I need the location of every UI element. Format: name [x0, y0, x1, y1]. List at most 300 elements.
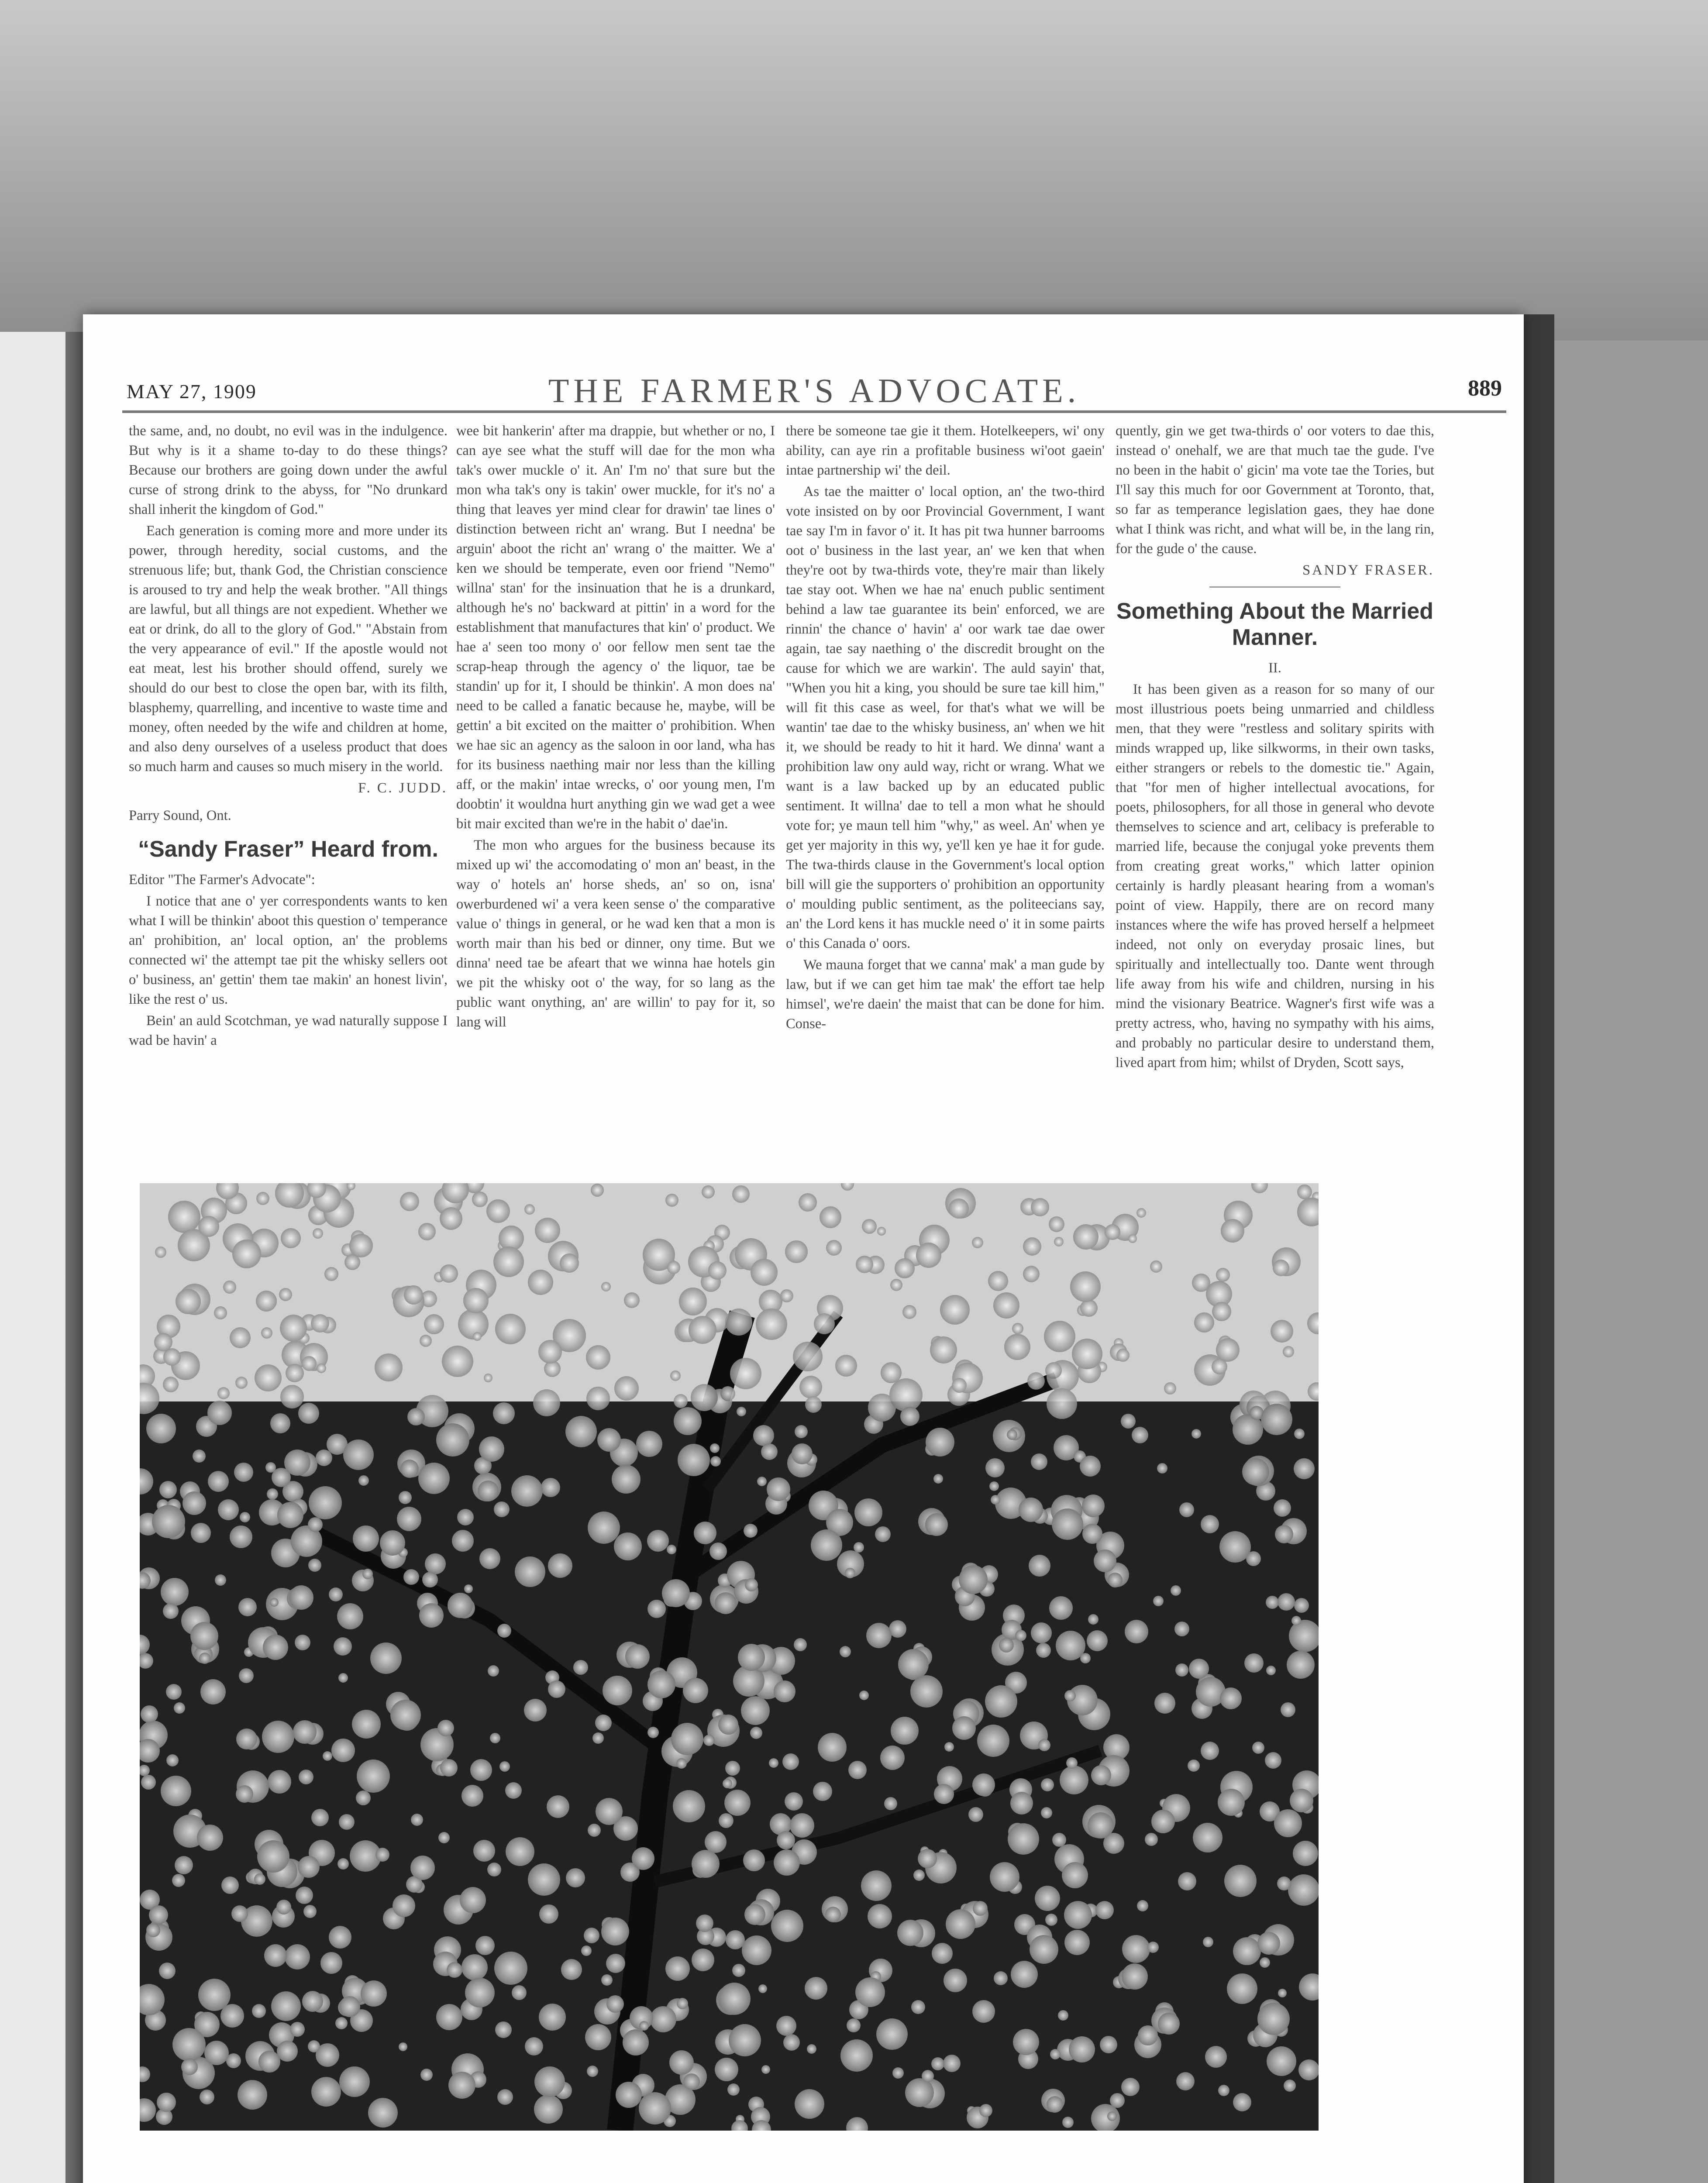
blossom-mark — [1174, 1622, 1189, 1636]
blossom-mark — [1293, 1841, 1318, 1866]
blossom-mark — [848, 1761, 867, 1779]
blossom-mark — [311, 1809, 329, 1826]
blossom-mark — [298, 1856, 320, 1878]
blossom-mark — [691, 1384, 718, 1411]
blossom-mark — [1288, 1874, 1319, 1906]
blossom-mark — [505, 1782, 522, 1799]
blossom-mark — [271, 1991, 301, 2021]
blossom-mark — [1010, 1792, 1033, 1815]
blossom-mark — [689, 1316, 716, 1344]
blossom-mark — [424, 1314, 444, 1334]
blossom-mark — [897, 1920, 923, 1946]
blossom-mark — [1082, 1494, 1105, 1517]
blossom-mark — [785, 1792, 803, 1811]
blossom-mark — [231, 1905, 248, 1922]
blossom-mark — [464, 1584, 473, 1593]
blossom-mark — [745, 1578, 758, 1591]
blossom-mark — [931, 2057, 944, 2070]
blossom-mark — [493, 1246, 524, 1277]
blossom-mark — [1233, 2093, 1251, 2111]
blossom-mark — [625, 1644, 650, 1669]
blossom-mark — [703, 1735, 715, 1746]
blossom-mark — [1233, 1937, 1261, 1965]
blossom-mark — [811, 1529, 842, 1561]
blossom-mark — [662, 1579, 690, 1607]
apple-blossom-photo — [140, 1183, 1319, 2131]
blossom-mark — [725, 1308, 752, 1336]
blossom-mark — [270, 1598, 279, 1607]
blossom-mark — [1100, 2036, 1117, 2053]
blossom-mark — [524, 1699, 547, 1722]
blossom-mark — [913, 1870, 925, 1881]
blossom-mark — [876, 2018, 908, 2050]
blossom-mark — [397, 1507, 421, 1531]
blossom-mark — [329, 1587, 343, 1601]
blossom-mark — [334, 1637, 352, 1656]
blossom-mark — [440, 1759, 458, 1777]
blossom-mark — [826, 1240, 842, 1256]
blossom-mark — [999, 1638, 1014, 1653]
blossom-mark — [795, 1425, 808, 1438]
blossom-mark — [725, 1761, 740, 1776]
blossom-mark — [723, 1779, 732, 1788]
blossom-mark — [1266, 1666, 1276, 1675]
blossom-mark — [665, 1956, 690, 1981]
blossom-mark — [601, 1974, 613, 1986]
blossom-mark — [1070, 1271, 1101, 1302]
blossom-mark — [758, 1984, 767, 1993]
blossom-mark — [720, 1386, 735, 1401]
blossom-mark — [670, 1370, 681, 1381]
blossom-mark — [1137, 1900, 1148, 1911]
blossom-mark — [239, 1668, 254, 1683]
blossom-mark — [818, 1733, 847, 1762]
blossom-mark — [647, 1727, 659, 1738]
blossom-mark — [1052, 1508, 1083, 1540]
blossom-mark — [161, 1578, 189, 1606]
blossom-mark — [163, 1377, 179, 1392]
blossom-mark — [166, 1684, 182, 1700]
blossom-mark — [560, 1253, 579, 1273]
blossom-mark — [1291, 1616, 1301, 1625]
blossom-mark — [683, 2073, 700, 2090]
blossom-mark — [1062, 2117, 1074, 2128]
blossom-mark — [1069, 2036, 1095, 2062]
blossom-mark — [1150, 1260, 1162, 1273]
blossom-mark — [308, 1517, 323, 1532]
blossom-mark — [223, 1281, 236, 1294]
blossom-mark — [946, 1909, 975, 1939]
blossom-mark — [944, 1742, 954, 1752]
blossom-mark — [284, 1450, 310, 1476]
blossom-mark — [1201, 1515, 1219, 1533]
blossom-mark — [891, 1717, 919, 1745]
blossom-mark — [639, 2092, 671, 2124]
blossom-mark — [335, 2017, 348, 2029]
column-2 — [456, 421, 775, 1034]
blossom-mark — [198, 1216, 219, 1237]
blossom-mark — [533, 1389, 560, 1416]
blossom-mark — [358, 1475, 369, 1486]
blossom-mark — [280, 1385, 304, 1408]
blossom-mark — [280, 1315, 307, 1342]
blossom-mark — [603, 1676, 632, 1705]
blossom-mark — [1261, 1404, 1292, 1435]
blossom-mark — [232, 1240, 261, 1268]
letter-place: Parry Sound, Ont. — [129, 808, 231, 823]
blossom-mark — [494, 1501, 510, 1517]
blossom-mark — [311, 1314, 329, 1333]
blossom-mark — [1058, 2010, 1068, 2021]
paragraph: there be someone tae gie it them. Hotelkeepers, wi' ony ability, can aye rin a profitable business wi'oot gaein' intae partnership wi' the deil. — [786, 423, 1105, 478]
blossom-mark — [1257, 1932, 1280, 1955]
blossom-mark — [168, 1201, 200, 1233]
blossom-mark — [708, 1261, 727, 1280]
blossom-mark — [650, 2006, 676, 2032]
blossom-mark — [400, 1460, 419, 1478]
blossom-mark — [240, 1512, 250, 1522]
blossom-mark — [1178, 1872, 1196, 1890]
blossom-mark — [813, 1782, 832, 1801]
blossom-mark — [200, 2090, 214, 2104]
blossom-mark — [289, 1585, 313, 1610]
blossom-mark — [679, 1288, 707, 1315]
blossom-mark — [795, 2089, 824, 2119]
blossom-mark — [667, 1545, 676, 1554]
blossom-mark — [149, 1905, 168, 1925]
blossom-mark — [1036, 1643, 1051, 1658]
blossom-mark — [349, 1234, 373, 1257]
blossom-mark — [473, 1840, 495, 1862]
blossom-mark — [990, 1862, 1019, 1892]
blossom-mark — [281, 1228, 301, 1248]
blossom-mark — [952, 1716, 976, 1740]
blossom-mark — [1281, 1702, 1295, 1717]
blossom-mark — [217, 1387, 230, 1399]
blossom-mark — [161, 1776, 191, 1806]
blossom-mark — [744, 1524, 758, 1538]
blossom-mark — [884, 1797, 897, 1810]
blossom-mark — [400, 1192, 419, 1211]
blossom-mark — [805, 1396, 822, 1413]
blossom-mark — [847, 2018, 861, 2032]
blossom-mark — [1274, 1809, 1302, 1837]
blossom-mark — [1035, 1886, 1060, 1911]
paragraph: wee bit hankerin' after ma drappie, but whether or no, I can aye see what the stuff will dae for the mon wha tak's ower muckle o' it. An' I'm no' that sure but the mon wha tak's ony is takin' ower muckle, for it's no' a thing that leaves yer mind clear for drawin' tae lines o' distinction between richt an' wrang. But I needna' be arguin' aboot the richt an' wrang o' the maitter. We a' ken we should be temperate, even oor friend "Nemo" willna' stan' for the insinuation that he is a drunkard, although he's no' backward at pittin' in a word for the establishment that manufactures that kin' o' product. We hae a' seen too mony o' oor fellow men sent tae the scrap-heap through the agency o' the liquor, tae be standin' up for it, I should be thinkin'. A mon does na' need to be called a fanatic because he, maybe, will be gettin' a bit excited on the maitter o' prohibition. When we hae sic an agency as the saloon in oor land, wha has for its business naething mair nor less than the killing aff, or the makin' intae wrecks, o' oor young men, I'm doobtin' it wouldna hurt anything gin we wad get a wee bit mair excited than we're in the habit o' dae'in. — [456, 423, 775, 832]
blossom-mark — [979, 2104, 992, 2117]
blossom-mark — [1257, 2003, 1290, 2035]
blossom-mark — [916, 1243, 941, 1268]
blossom-mark — [146, 1414, 176, 1443]
blossom-mark — [861, 1870, 892, 1901]
blossom-mark — [436, 2004, 462, 2030]
paragraph: I notice that ane o' yer correspondents wants to ken what I will be thinkin' aboot this question o' temperance an' prohibition, an' local option, an' the problems connected wi' the attempt tae pit the whisky sellers oot o' business, an' gettin' them tae makin' an honest livin', like the rest o' us. — [129, 893, 448, 1007]
blossom-mark — [191, 1523, 211, 1543]
blossom-mark — [497, 1624, 511, 1638]
blossom-mark — [794, 1638, 807, 1651]
blossom-mark — [299, 1770, 313, 1784]
blossom-mark — [535, 1218, 560, 1243]
paragraph: As tae the maitter o' local option, an' the two-third vote insisted on by oor Provincial Government, I want tae say I'm in favor o' it. It has pit twa hunner barrooms oot o' business in the last year, an' we ken that when they're oot by twa-thirds vote, they're mair than likely tae stay oot. When we hae na' enuch public sentiment behind a law tae guarantee its bein' enforced, we are rinnin' the chance o' havin' a' oor wark tae dae ower again, tae say naething o' the discredit brought on the cause for which we are warkin'. The auld sayin' that, "When you hit a king, you should be sure tae kill him," will fit this case as weel, for that's what we will be wantin' tae dae to the whisky business, an' when we hit it, we should be ready to hit it hard. We dinna' want a prohibition law ony auld way, richt or wrang. What we want is a law backed up by an educated public sentiment. It willna' dae to tell a mon what he should vote for; ye maun tell him "why," as weel. An' when ye get yer majority in this wy, ye'll ken ye hae it for gude. The twa-thirds clause in the Government's local option bill will gie the supporters o' prohibition an opportunity o' moulding public sentiment, as the politeecians say, an' the Lord kens it has muckle need o' it in some pairts o' this Canada o' oors. — [786, 484, 1105, 951]
blossom-mark — [460, 1887, 486, 1913]
blossom-mark — [732, 1185, 750, 1203]
blossom-mark — [677, 1998, 688, 2009]
blossom-mark — [584, 1928, 599, 1943]
blossom-mark — [157, 2093, 176, 2112]
blossom-mark — [1047, 2096, 1063, 2113]
blossom-mark — [375, 1848, 389, 1862]
blossom-mark — [623, 2029, 649, 2056]
blossom-mark — [889, 1378, 923, 1412]
blossom-mark — [1125, 1620, 1148, 1643]
blossom-mark — [452, 1530, 474, 1552]
paragraph: Bein' an auld Scotchman, ye wad naturally suppose I wad be havin' a — [129, 1013, 448, 1048]
blossom-mark — [753, 1425, 774, 1446]
blossom-mark — [1095, 1901, 1114, 1919]
blossom-mark — [588, 1824, 601, 1837]
blossom-mark — [256, 1192, 269, 1205]
blossom-mark — [1179, 1502, 1194, 1517]
blossom-mark — [792, 1443, 813, 1464]
blossom-mark — [756, 1308, 787, 1340]
blossom-mark — [606, 1954, 625, 1973]
blossom-mark — [835, 1355, 857, 1377]
blossom-mark — [1128, 1234, 1137, 1243]
blossom-mark — [1216, 1268, 1230, 1282]
blossom-mark — [774, 1680, 795, 1702]
blossom-mark — [776, 2016, 796, 2036]
blossom-mark — [769, 1758, 778, 1768]
blossom-mark — [198, 1979, 231, 2011]
blossom-mark — [512, 1985, 527, 2000]
blossom-mark — [298, 1403, 319, 1424]
blossom-mark — [1176, 2072, 1195, 2090]
blossom-mark — [1088, 1614, 1098, 1625]
blossom-mark — [799, 1376, 822, 1398]
blossom-mark — [199, 1653, 210, 1664]
blossom-mark — [940, 1295, 970, 1325]
blossom-mark — [457, 1509, 474, 1525]
blossom-mark — [399, 1491, 412, 1504]
blossom-mark — [591, 1184, 604, 1197]
blossom-mark — [601, 1918, 629, 1945]
blossom-mark — [1064, 1690, 1076, 1701]
blossom-mark — [172, 2028, 206, 2061]
blossom-mark — [790, 1813, 814, 1838]
blossom-mark — [1201, 1742, 1219, 1760]
blossom-mark — [484, 1374, 492, 1382]
paragraph: It has been given as a reason for so many of our most illustrious poets being unmarried and childless men, that they were "restless and solitary spirits with minds wrapped up, like silkworms, in their own tasks, either strangers or rebels to the domestic tie." Again, that "for men of higher intellectual avocations, for poets, philosophers, for all those in general who devote themselves to science and art, celibacy is preferable to married life, because the conjugal yoke prevents them from creating great works," which latter opinion certainly is hardly pleasant hearing from a woman's point of view. Happily, there are on record many instances where the wife has proved herself a helpmeet indeed, not only on everyday prosaic lines, but spiritually and intellectually too. Dante went through life away from his wife and children, nursing in his mind the visionary Beatrice. Wagner's first wife was a pretty actress, who, having no sympathy with his aims, and probably no particular desire to understand them, lived apart from him; whilst of Dryden, Scott says, — [1116, 682, 1434, 1071]
blossom-mark — [1080, 1299, 1098, 1317]
blossom-mark — [588, 1512, 620, 1544]
blossom-mark — [207, 1401, 232, 1425]
blossom-mark — [534, 2066, 565, 2097]
blossom-mark — [1091, 1765, 1111, 1785]
blossom-mark — [1052, 1833, 1066, 1847]
blossom-mark — [985, 1458, 1005, 1477]
blossom-mark — [926, 1428, 954, 1456]
blossom-mark — [353, 1525, 379, 1552]
blossom-mark — [515, 1556, 545, 1587]
blossom-mark — [616, 2082, 642, 2108]
blossom-mark — [303, 1905, 317, 1918]
scan-background — [0, 0, 1708, 341]
blossom-mark — [393, 1894, 415, 1917]
blossom-mark — [988, 1271, 1008, 1291]
blossom-mark — [989, 1481, 999, 1491]
blossom-mark — [293, 1720, 317, 1744]
blossom-mark — [898, 1649, 929, 1680]
blossom-mark — [183, 1491, 206, 1515]
blossom-mark — [361, 1980, 387, 2007]
masthead-title: THE FARMER'S ADVOCATE. — [548, 372, 1081, 410]
blossom-mark — [1220, 1687, 1242, 1709]
blossom-mark — [877, 1227, 886, 1236]
blossom-mark — [1023, 1237, 1041, 1256]
blossom-mark — [715, 2058, 738, 2081]
blossom-mark — [922, 2070, 934, 2082]
blossom-mark — [276, 1900, 291, 1914]
blossom-mark — [1108, 1573, 1123, 1587]
blossom-mark — [317, 1364, 326, 1373]
blossom-mark — [994, 1971, 1008, 1985]
blossom-mark — [486, 1199, 510, 1223]
blossom-mark — [930, 1336, 957, 1364]
blossom-mark — [750, 1727, 762, 1739]
blossom-mark — [777, 1831, 795, 1849]
blossom-mark — [256, 1291, 277, 1312]
blossom-mark — [702, 1185, 715, 1198]
blossom-mark — [943, 2055, 961, 2072]
blossom-mark — [902, 1305, 916, 1319]
blossom-mark — [152, 1505, 185, 1538]
blossom-mark — [993, 1292, 1019, 1319]
blossom-mark — [323, 1751, 332, 1761]
blossom-mark — [1041, 1807, 1052, 1818]
blossom-mark — [1242, 1458, 1269, 1485]
blossom-mark — [1004, 1334, 1030, 1360]
blossom-mark — [1121, 1414, 1136, 1429]
letter-signature: SANDY FRASER. — [1302, 562, 1434, 578]
blossom-mark — [1290, 1789, 1313, 1812]
blossom-mark — [440, 1264, 458, 1283]
blossom-mark — [683, 1678, 708, 1703]
blossom-mark — [705, 1831, 727, 1853]
blossom-mark — [674, 1394, 688, 1408]
blossom-mark — [380, 1530, 405, 1556]
section-divider — [1209, 586, 1340, 588]
article-heading: Something About the Married Manner. — [1116, 599, 1434, 650]
blossom-mark — [410, 1856, 435, 1880]
blossom-mark — [495, 2021, 512, 2038]
blossom-mark — [399, 2042, 407, 2051]
blossom-mark — [1031, 1198, 1049, 1216]
paragraph: The mon who argues for the business because its mixed up wi' the accomodating o' mon an' beast, in the way o' hotels an' horse sheds, an' so on, isna' owerburdened wi' a vera keen sense o' the comparative value o' things in general, or he wad ken that a mon is worth mair than his bed or dinner, ony time. But we dinna' need tae be afeart that we winna hae hotels gin we pit the whisky oot o' the way, for so lang as the public want onything, an' are willin' to pay for it, so lang will — [456, 837, 775, 1030]
blossom-mark — [667, 1261, 680, 1274]
blossom-mark — [262, 1721, 294, 1753]
blossom-mark — [277, 1502, 303, 1528]
blossom-mark — [1007, 1429, 1017, 1440]
blossom-mark — [506, 1837, 534, 1866]
blossom-mark — [214, 1306, 227, 1319]
blossom-mark — [1132, 1427, 1148, 1443]
blossom-mark — [1274, 1499, 1291, 1517]
blossom-mark — [155, 1246, 166, 1258]
blossom-mark — [375, 1353, 403, 1381]
blossom-mark — [166, 1754, 179, 1766]
blossom-mark — [420, 1335, 432, 1347]
blossom-mark — [146, 1923, 160, 1937]
blossom-mark — [357, 1759, 390, 1793]
blossom-mark — [694, 1522, 716, 1544]
blossom-mark — [254, 1873, 265, 1885]
blossom-mark — [911, 2000, 925, 2014]
blossom-mark — [511, 1475, 543, 1507]
blossom-mark — [316, 1450, 332, 1466]
blossom-mark — [1044, 1321, 1075, 1352]
blossom-mark — [1060, 1766, 1088, 1794]
blossom-mark — [541, 1478, 560, 1497]
blossom-mark — [538, 1340, 562, 1364]
blossom-mark — [448, 2072, 475, 2099]
blossom-mark — [338, 1673, 348, 1683]
blossom-mark — [561, 1959, 582, 1980]
blossom-mark — [807, 2044, 816, 2054]
blossom-mark — [1246, 1551, 1261, 1566]
blossom-mark — [771, 1910, 803, 1942]
blossom-mark — [1105, 1224, 1120, 1240]
blossom-mark — [612, 1465, 640, 1494]
blossom-mark — [238, 2080, 267, 2110]
blossom-mark — [1029, 1555, 1050, 1577]
blossom-mark — [190, 1622, 218, 1650]
blossom-mark — [1045, 1914, 1057, 1926]
blossom-mark — [356, 1790, 371, 1805]
blossom-mark — [696, 1914, 713, 1932]
blossom-mark — [547, 1795, 569, 1818]
blossom-mark — [215, 1574, 226, 1586]
blossom-mark — [488, 1665, 499, 1677]
blossom-mark — [1275, 1525, 1293, 1543]
header-rule — [122, 410, 1506, 413]
blossom-mark — [339, 2066, 370, 2097]
blossom-mark — [475, 1936, 495, 1955]
blossom-mark — [200, 1679, 226, 1704]
blossom-mark — [339, 1996, 360, 2017]
blossom-mark — [856, 1256, 873, 1273]
blossom-mark — [1193, 1823, 1222, 1852]
blossom-mark — [141, 1775, 156, 1790]
blossom-mark — [425, 1553, 446, 1574]
blossom-mark — [1278, 1593, 1295, 1611]
blossom-mark — [949, 1198, 969, 1219]
blossom-mark — [463, 1288, 489, 1313]
blossom-mark — [208, 1471, 229, 1492]
blossom-mark — [1153, 1596, 1164, 1606]
blossom-mark — [1064, 1930, 1090, 1955]
blossom-mark — [313, 1228, 323, 1239]
blossom-mark — [302, 1356, 317, 1371]
blossom-mark — [636, 1431, 662, 1457]
blossom-mark — [1158, 2013, 1180, 2035]
blossom-mark — [1266, 1596, 1279, 1609]
blossom-mark — [1252, 1742, 1264, 1754]
blossom-mark — [1271, 1320, 1293, 1343]
blossom-mark — [587, 2066, 598, 2077]
blossom-mark — [472, 1191, 488, 1207]
blossom-mark — [1138, 2025, 1158, 2045]
blossom-mark — [337, 1858, 349, 1870]
